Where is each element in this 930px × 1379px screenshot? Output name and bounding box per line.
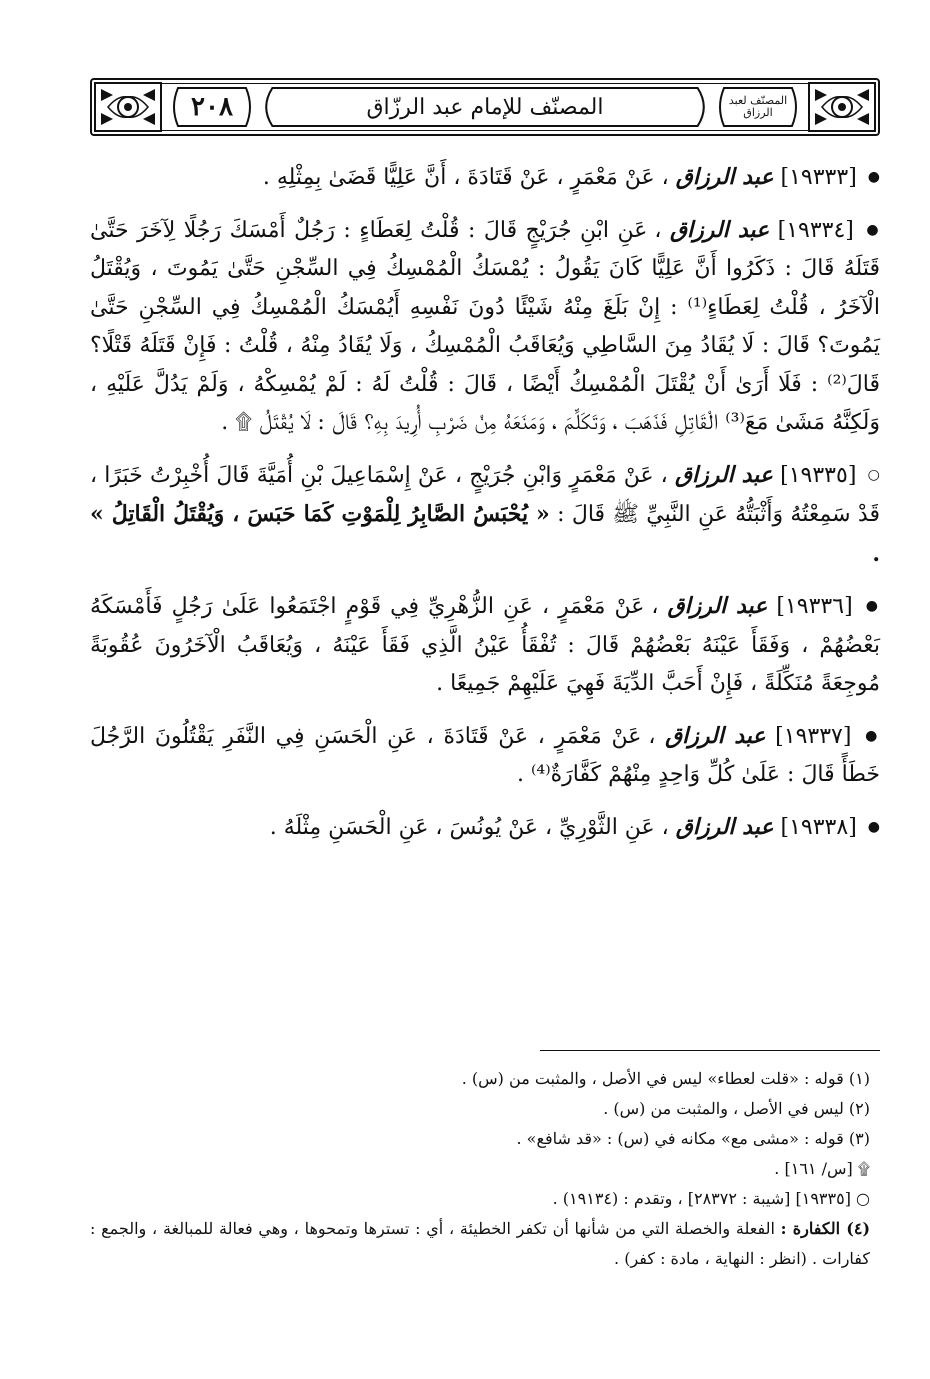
prophetic-quote: « يُحْبَسُ الصَّابِرُ لِلْمَوْتِ كَمَا حَبَسَ ، وَيُقْتَلُ الْقَاتِلُ » . [90, 501, 880, 567]
hadith-number: [١٩٣٣٦] [776, 594, 853, 619]
ornament-right-icon [807, 81, 877, 133]
hadith-number: [١٩٣٣٣] [780, 165, 857, 190]
hadith-text: ، عَنِ ابْنِ جُرَيْجٍ قَالَ : قُلْتُ لِعَطَاءٍ : رَجُلٌ أَمْسَكَ رَجُلًا لِآخَرَ حَتَّىٰ قَتَلَهُ قَالَ : ذَكَرُوا أَنَّ عَلِيًّا كَانَ يَقُولُ : يُمْسَكُ الْمُمْسِكُ فِي السِّجْنِ حَتَّىٰ يَمُوتَ ، وَيُقْتَلُ الْآخَرُ ، قُلْتُ لِعَطَاءٍ⁽¹⁾ : إِنْ بَلَغَ مِنْهُ شَيْئًا دُونَ نَفْسِهِ أَيُمْسَكُ الْمُمْسِكُ فِي السِّجْنِ حَتَّىٰ يَمُوتَ؟ قَالَ : لَا يُقَادُ مِنَ السَّاطِي وَيُعَاقَبُ الْمُمْسِكُ ، وَلَا يُقَادُ مِنْهُ ، قُلْتُ : فَإِنْ قَتَلَهُ قَتْلًا؟ قَالَ⁽²⁾ : فَلَا أَرَىٰ أَنْ يُقْتَلَ الْمُمْسِكُ أَيْضًا ، قَالَ : قُلْتُ لَهُ : لَمْ يُمْسِكْهُ ، وَلَمْ يَدُلَّ عَلَيْهِ ، وَلَكِنَّهُ مَشَىٰ مَعَ⁽³⁾ الْقَاتِلِ فَذَهَبَ ، وَتَكَلَّمَ ، وَمَنَعَهُ مِنْ ضَرْبِ أُرِيدَ بِهِ؟ قَالَ : لَا يُقْتَلُ ۩ . [90, 217, 881, 435]
book-seal [714, 84, 802, 130]
narrator-name: عبد الرزاق [674, 461, 773, 488]
title-cartouche [258, 84, 712, 130]
hadith-number: [١٩٣٣٧] [775, 723, 852, 749]
footnote: ○ [١٩٣٣٥] [شيبة : ٢٨٣٧٢] ، وتقدم : (١٩١٣٤) . [552, 1189, 870, 1208]
footnote-separator [540, 1050, 880, 1051]
hadith-entry [90, 456, 880, 575]
footnote: (١) قوله : «قلت لعطاء» ليس في الأصل ، والمثبت من (س) . [461, 1069, 870, 1088]
hadith-number: [١٩٣٣٨] [780, 814, 857, 840]
hadith-text: ، عَنْ مَعْمَرٍ ، عَنْ قَتَادَةَ ، عَنِ الْحَسَنِ فِي النَّفَرِ يَقْتُلُونَ الرَّجُلَ خَطَأً قَالَ : عَلَىٰ كُلِّ وَاحِدٍ مِنْهُمْ كَفَّارَةٌ⁽⁴⁾ . [90, 723, 880, 787]
main-text [90, 158, 880, 860]
hadith-entry [90, 808, 880, 848]
hadith-text: ، عَنِ الثَّوْرِيِّ ، عَنْ يُونُسَ ، عَنِ الْحَسَنِ مِثْلَهُ . [269, 814, 669, 840]
narrator-name: عبد الرزاق [667, 593, 768, 619]
ornament-left-icon [93, 81, 163, 133]
footnote-term: (٤) الكفارة : [780, 1219, 871, 1238]
footnote: (٣) قوله : «مشى مع» مكانه في (س) : «قد شافع» . [516, 1129, 870, 1148]
seal-text: المصنّف لعبد الرزاق [728, 93, 788, 119]
hadith-text: ، عَنْ مَعْمَرٍ ، عَنِ الزُّهْرِيِّ فِي قَوْمٍ اجْتَمَعُوا عَلَىٰ رَجُلٍ فَأَمْسَكَهُ بَعْضُهُمْ ، وَفَقَأَ عَيْنَهُ بَعْضُهُمْ قَالَ : تُفْقَأُ عَيْنُ الَّذِي فَقَأَ عَيْنَهُ ، وَيُعَاقَبُ الْآخَرُونَ عُقُوبَةً مُوجِعَةً مُنَكِّلَةً ، فَإِنْ أَحَبَّ الدِّيَةَ فَهِيَ عَلَيْهِمْ جَمِيعًا . [90, 594, 880, 696]
entry-marker: ● [865, 727, 880, 744]
page-header [90, 78, 880, 136]
hadith-text: ، عَنْ مَعْمَرٍ وَابْنِ جُرَيْجٍ ، عَنْ إِسْمَاعِيلَ بْنِ أُمَيَّةَ قَالَ أُخْبِرْتُ خَبَرًا ، قَدْ سَمِعْتُهُ وَأَثْبَتُّهُ عَنِ النَّبِيِّ ﷺ قَالَ : [90, 462, 880, 527]
book-title: المصنّف للإمام عبد الرزّاق [366, 94, 604, 120]
page-number: ٢٠٨ [191, 92, 233, 122]
hadith-entry [90, 587, 880, 704]
footnote-text: الفعلة والخصلة التي من شأنها أن تكفر الخطيئة ، أي : تسترها وتمحوها ، وهي فعالة للمبالغة ، والجمع : كفارات . (انظر : النهاية ، مادة : كفر) . [90, 1219, 870, 1268]
narrator-name: عبد الرزاق [675, 813, 774, 840]
hadith-number: [١٩٣٣٥] [780, 462, 857, 488]
entry-marker: ● [865, 598, 881, 614]
hadith-text: ، عَنْ مَعْمَرٍ ، عَنْ قَتَادَةَ ، أَنَّ عَلِيًّا قَضَىٰ بِمِثْلِهِ . [262, 165, 669, 190]
entry-marker: ○ [867, 466, 881, 483]
footnote: ۩ [س/ ١٦١] . [774, 1159, 870, 1178]
entry-marker: ● [867, 818, 880, 835]
narrator-name: عبد الرزاق [665, 722, 766, 749]
narrator-name: عبد الرزاق [669, 216, 770, 243]
footnote [90, 1214, 870, 1274]
entry-marker: ● [867, 169, 880, 185]
page-number-badge [168, 84, 256, 130]
entry-marker: ● [866, 221, 881, 238]
footnotes [90, 1064, 870, 1274]
footnote: (٢) ليس في الأصل ، والمثبت من (س) . [603, 1099, 870, 1118]
narrator-name: عبد الرزاق [675, 164, 774, 190]
hadith-entry [90, 158, 880, 198]
hadith-number: [١٩٣٣٤] [777, 217, 854, 243]
hadith-entry [90, 717, 880, 795]
hadith-entry [90, 211, 880, 443]
